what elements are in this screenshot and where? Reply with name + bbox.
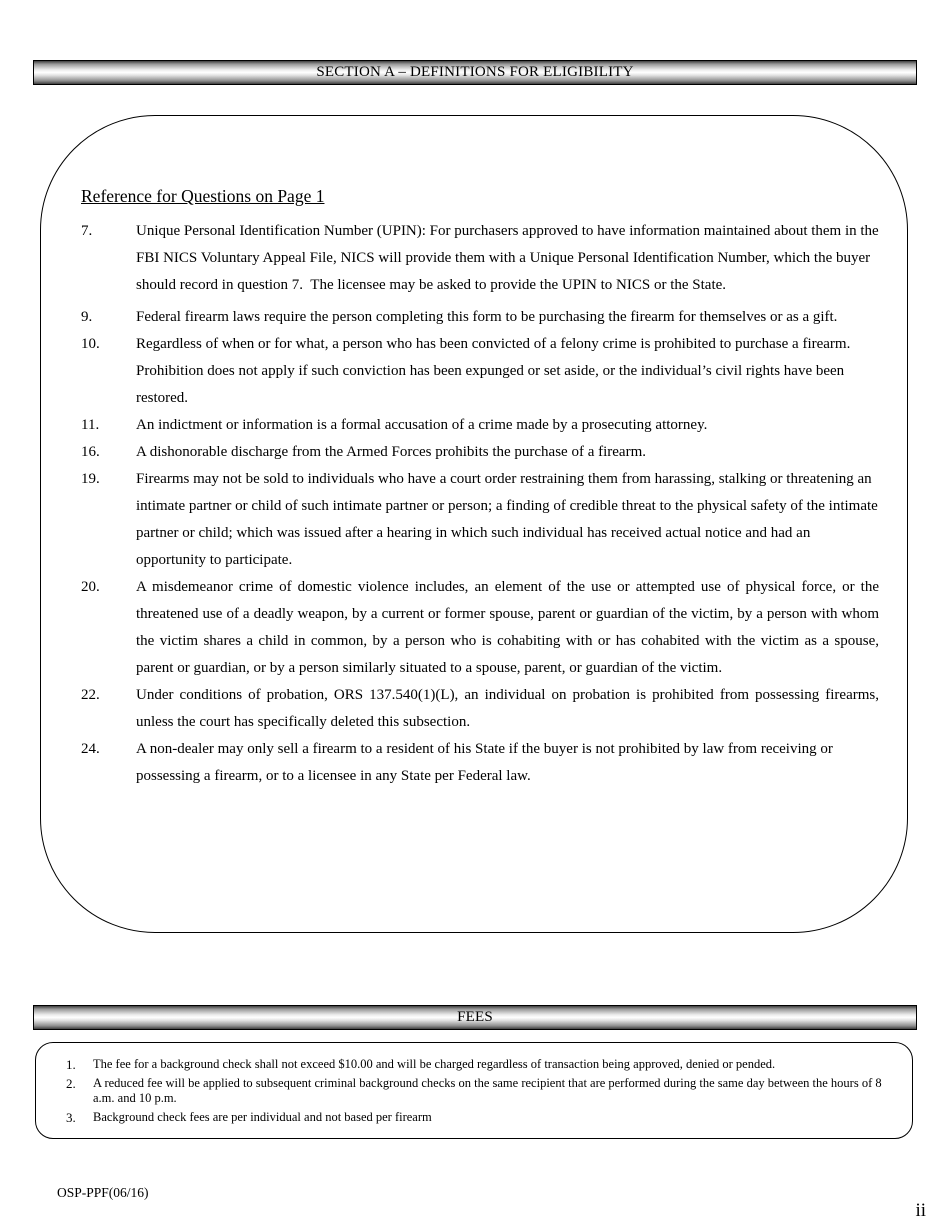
page-number: ii (915, 1200, 926, 1221)
item-number: 20. (81, 579, 100, 595)
reference-item-7 (81, 218, 883, 299)
item-number: 16. (81, 444, 100, 460)
fee-item-1 (66, 1057, 888, 1073)
fees-header-bar (33, 1005, 917, 1030)
item-number: 9. (81, 309, 93, 325)
item-text: Unique Personal Identification Number (UPIN): For purchasers approved to have information maintained about them in the FBI NICS Voluntary Appeal File, NICS will provide them with a Unique Personal Identification Number, which the buyer should record in question 7. The licensee may be asked to provide the UPIN to NICS or the State. (136, 223, 883, 293)
item-text: Federal firearm laws require the person completing this form to be purchasing the firearm for themselves or as a gift. (136, 309, 838, 325)
reference-item-10 (81, 331, 879, 412)
reference-item-20 (81, 574, 883, 682)
item-text: Firearms may not be sold to individuals who have a court order restraining them from harassing, stalking or threatening an intimate partner or child of such intimate partner or person; a finding of credible threat to the physical safety of the intimate partner or child; which was issued after a hearing in which such individual has received actual notice and had an opportunity to participate. (136, 471, 882, 568)
reference-item-11 (81, 412, 879, 439)
fee-item-3 (66, 1110, 888, 1126)
item-number: 19. (81, 471, 100, 487)
item-text: An indictment or information is a formal accusation of a crime made by a prosecuting attorney. (136, 417, 708, 433)
fee-text: A reduced fee will be applied to subsequent criminal background checks on the same recipient that are performed during the same day between the hours of 8 a.m. and 10 p.m. (93, 1075, 882, 1105)
item-number: 11. (81, 417, 100, 433)
fee-number: 3. (66, 1109, 76, 1125)
reference-item-list (81, 218, 883, 790)
reference-item-24 (81, 736, 879, 790)
section-a-header-title: SECTION A – DEFINITIONS FOR ELIGIBILITY (316, 64, 634, 80)
fee-text: The fee for a background check shall not exceed $10.00 and will be charged regardless of transaction being approved, denied or pended. (93, 1057, 776, 1071)
item-text: A dishonorable discharge from the Armed Forces prohibits the purchase of a firearm. (136, 444, 646, 460)
item-number: 24. (81, 741, 100, 757)
reference-definitions-box (40, 115, 908, 933)
reference-item-22 (81, 682, 883, 736)
section-a-header-bar (33, 60, 917, 85)
item-number: 7. (81, 223, 93, 239)
item-text: Under conditions of probation, ORS 137.540(1)(L), an individual on probation is prohibited from possessing firearms, unless the court has specifically deleted this subsection. (136, 687, 883, 730)
item-number: 10. (81, 336, 100, 352)
item-text: A non-dealer may only sell a firearm to a resident of his State if the buyer is not prohibited by law from receiving or possessing a firearm, or to a licensee in any State per Federal law. (136, 741, 837, 784)
fee-item-2 (66, 1076, 888, 1107)
reference-item-9 (81, 304, 879, 331)
form-code: OSP-PPF(06/16) (57, 1185, 149, 1200)
fee-text: Background check fees are per individual and not based per firearm (93, 1109, 432, 1124)
fee-number: 2. (66, 1075, 76, 1091)
fees-box (35, 1042, 913, 1139)
fees-header-title: FEES (457, 1009, 493, 1025)
fee-number: 1. (66, 1057, 76, 1072)
item-text: A misdemeanor crime of domestic violence includes, an element of the use or attempted use of physical force, or the threatened use of a deadly weapon, by a current or former spouse, parent or guardian of the victim, by a person with whom the victim shares a child in common, by a person who is cohabiting with or has cohabited with the victim as a spouse, parent or guardian, or by a person similarly situated to a spouse, parent, or guardian of the victim. (136, 579, 883, 676)
reference-item-19 (81, 466, 882, 574)
item-number: 22. (81, 687, 100, 703)
item-text: Regardless of when or for what, a person who has been convicted of a felony crime is prohibited to purchase a firearm. Prohibition does not apply if such conviction has been expunged or set aside, or the individual’s civil rights have been restored. (136, 336, 858, 406)
reference-item-16 (81, 439, 879, 466)
reference-box-title: Reference for Questions on Page 1 (81, 186, 325, 206)
